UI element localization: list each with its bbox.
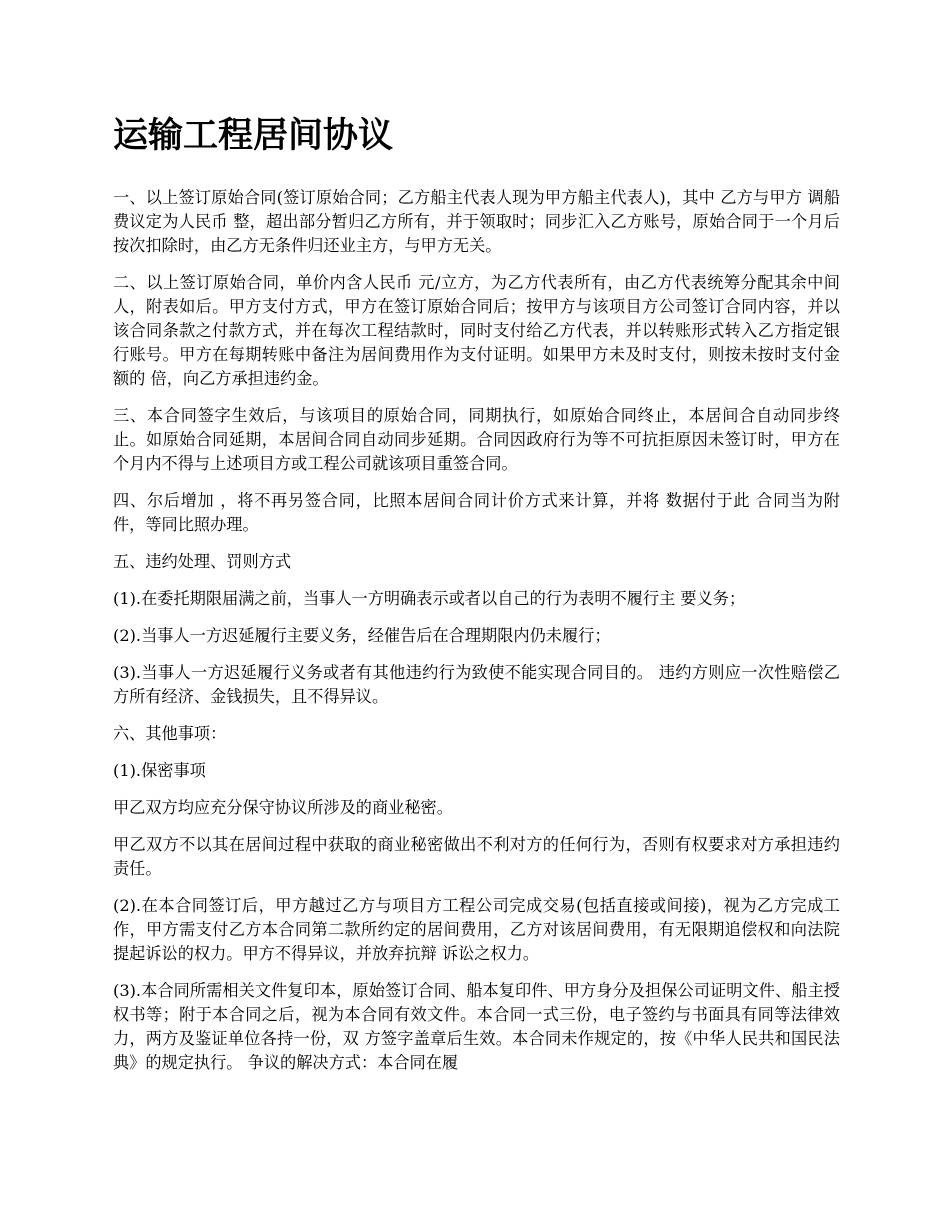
document-page — [113, 108, 840, 1088]
breach-item-2: (2).当事人一方迟延履行主要义务，经催告后在合理期限内仍未履行； — [113, 626, 611, 645]
confidentiality-text-2: 甲乙双方不以其在居间过程中获取的商业秘密做出不利对方的任何行为，否则有权要求对方承担违约责任。 — [113, 835, 840, 878]
section-heading-breach: 五、违约处理、罚则方式 — [113, 552, 292, 571]
clause-2: 二、以上签订原始合同，单价内含人民币 元/立方，为乙方代表所有，由乙方代表统筹分配其余中间人，附表如后。甲方支付方式，甲方在签订原始合同后；按甲方与该项目方公司签订合同内容，并以该合同条款之付款方式，并在每次工程结款时，同时支付给乙方代表，并以转账形式转入乙方指定银行账号。甲方在每期转账中备注为居间费用作为支付证明。如果甲方未及时支付，则按未按时支付金额的 倍，向乙方承担违约金。 — [113, 273, 840, 388]
clause-4: 四、尔后增加 ，将不再另签合同，比照本居间合同计价方式来计算，并将 数据付于此 合同当为附件，等同比照办理。 — [113, 491, 840, 534]
confidentiality-text-1: 甲乙双方均应充分保守协议所涉及的商业秘密。 — [113, 798, 453, 817]
section-heading-other: 六、其他事项： — [113, 724, 227, 743]
clause-1: 一、以上签订原始合同(签订原始合同；乙方船主代表人现为甲方船主代表人)，其中 乙方与甲方 调船费议定为人民币 整，超出部分暂归乙方所有，并于领取时；同步汇入乙方账号，原始合同于一个月后按次扣除时，由乙方无条件归还业主方，与甲方无关。 — [113, 188, 840, 255]
other-item-3: (3).本合同所需相关文件复印本，原始签订合同、船本复印件、甲方身分及担保公司证明文件、船主授权书等；附于本合同之后，视为本合同有效文件。本合同一式三份，电子签约与书面具有同等法律效力，两方及鉴证单位各持一份，双 方签字盖章后生效。本合同未作规定的，按《中华人民共和国民法典》的规定执行。 争议的解决方式：本合同在履 — [113, 981, 840, 1072]
other-item-1-heading: (1).保密事项 — [113, 761, 206, 780]
document-title: 运输工程居间协议 — [113, 116, 394, 156]
clause-3: 三、本合同签字生效后，与该项目的原始合同，同期执行，如原始合同终止，本居间合自动同步终止。如原始合同延期，本居间合同自动同步延期。合同因政府行为等不可抗拒原因未签订时，甲方在 个月内不得与上述项目方或工程公司就该项目重签合同。 — [113, 406, 840, 473]
breach-item-1: (1).在委托期限届满之前，当事人一方明确表示或者以自己的行为表明不履行主 要义务； — [113, 589, 746, 608]
breach-item-3: (3).当事人一方迟延履行义务或者有其他违约行为致使不能实现合同目的。 违约方则应一次性赔偿乙方所有经济、金钱损失，且不得异议。 — [113, 663, 840, 706]
other-item-2: (2).在本合同签订后，甲方越过乙方与项目方工程公司完成交易(包括直接或间接)，视为乙方完成工作，甲方需支付乙方本合同第二款所约定的居间费用，乙方对该居间费用，有无限期追偿权和向法院提起诉讼的权力。甲方不得异议，并放弃抗辩 诉讼之权力。 — [113, 896, 840, 963]
